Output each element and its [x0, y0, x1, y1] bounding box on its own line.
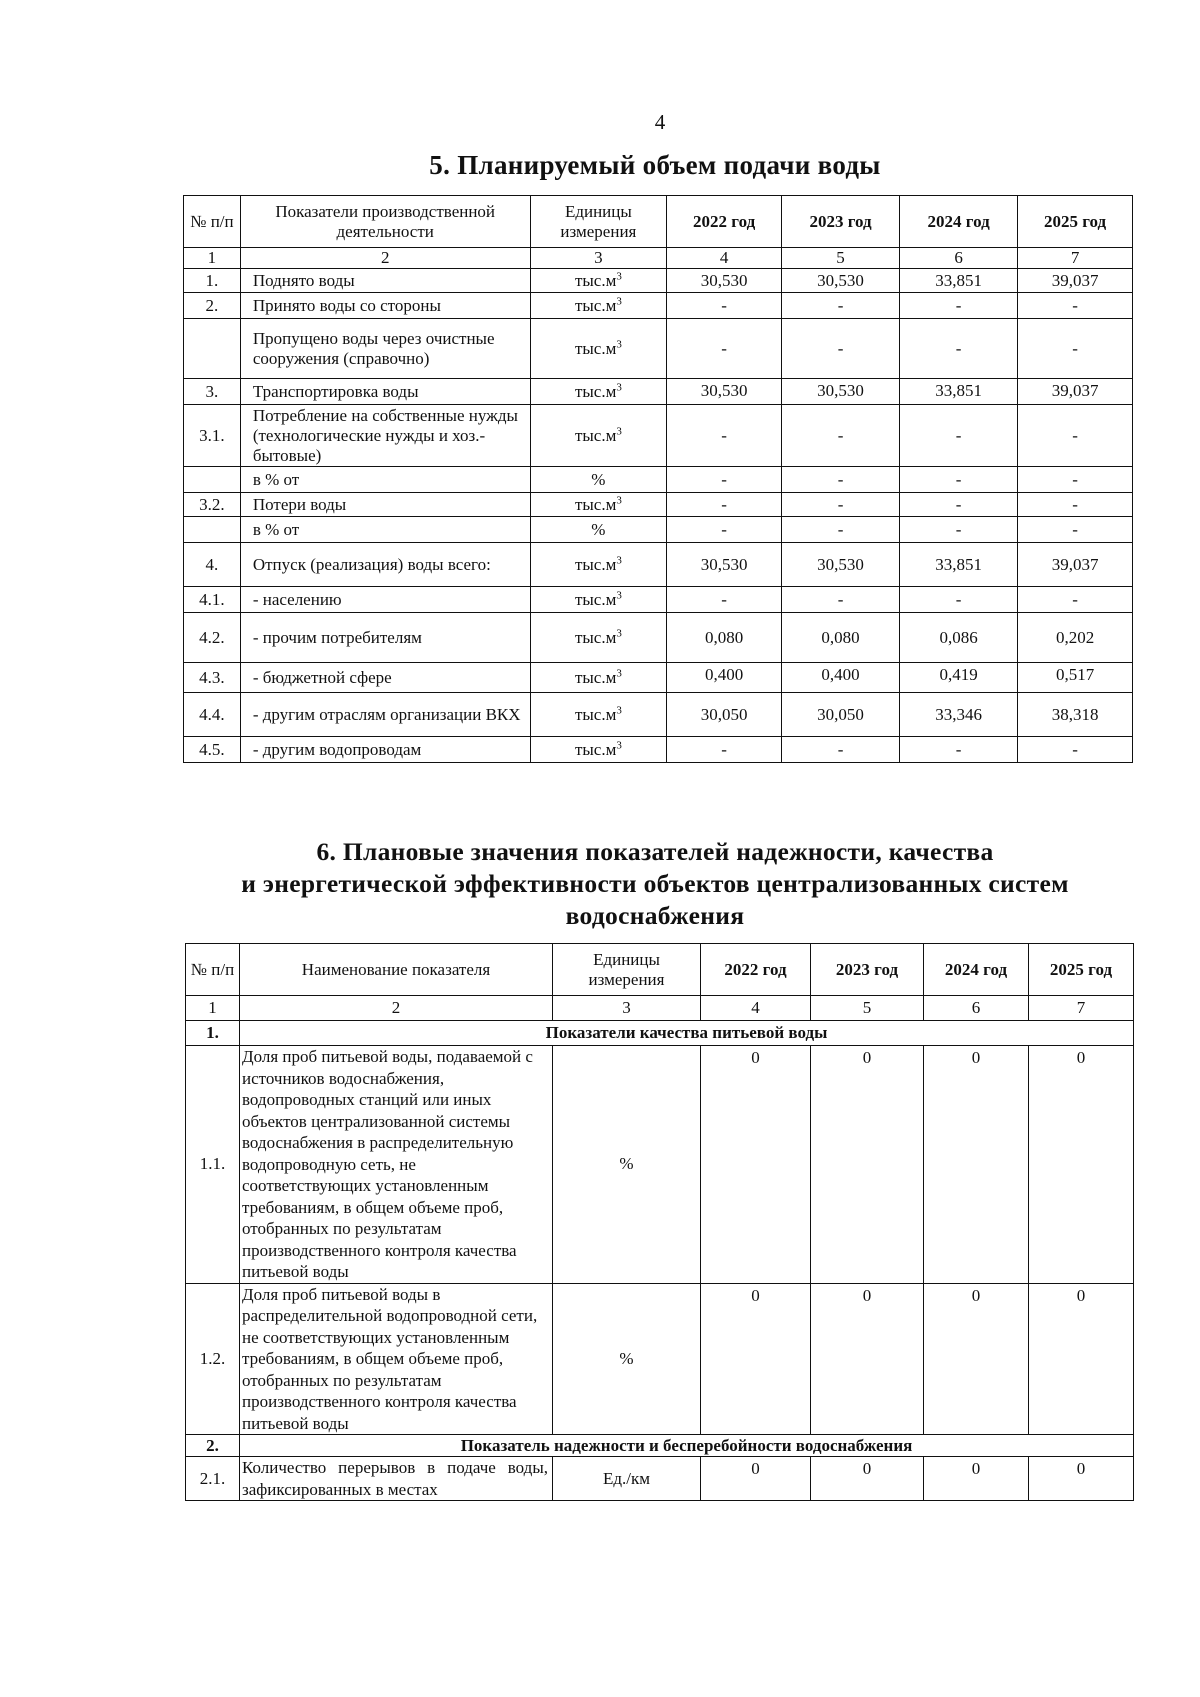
row-value-2022: - [667, 293, 782, 319]
column-number-row [184, 248, 1133, 269]
row-num: 4.5. [184, 737, 241, 763]
unit-text: тыс.м [574, 338, 617, 358]
row-value-2025: 0 [1029, 1046, 1134, 1284]
row-indicator: Доля проб питьевой воды в распределительной водопроводной сети, не соответствующих установленным требованиям, в общем объеме проб, отобранных по результатам производственного контроля качества питьевой воды [240, 1283, 553, 1435]
header-2022: 2022 год [701, 944, 811, 996]
table-row [186, 1046, 1134, 1284]
unit-exponent: 3 [616, 424, 622, 437]
row-indicator: Доля проб питьевой воды, подаваемой с источников водоснабжения, водопроводных станций или иных объектов централизованной системы водоснабжения в распределительную водопроводную сеть, не соответствующих установленным требованиям, в общем объеме проб, отобранных по результатам производственного контроля качества питьевой воды [240, 1046, 553, 1284]
row-indicator: Потребление на собственные нужды (технологические нужды и хоз.-бытовые) [240, 405, 530, 467]
header-2024: 2024 год [924, 944, 1029, 996]
col-number: 5 [782, 248, 900, 269]
row-unit [530, 737, 667, 763]
row-unit [530, 613, 667, 663]
unit-text: тыс.м [574, 295, 617, 315]
unit-exponent: 3 [616, 553, 622, 566]
row-value-2024: 0 [924, 1283, 1029, 1435]
row-value-2024: 33,851 [900, 269, 1018, 293]
row-num [184, 319, 241, 379]
row-unit [530, 587, 667, 613]
row-value-2022: - [667, 493, 782, 517]
section-6-title-line: и энергетической эффективности объектов централизованных систем [241, 869, 1069, 898]
header-2023: 2023 год [811, 944, 924, 996]
header-unit: Единицы измерения [553, 944, 701, 996]
col-number: 2 [240, 996, 553, 1021]
unit-exponent: 3 [616, 337, 622, 350]
row-value-2024: 33,851 [900, 379, 1018, 405]
row-value-2025: - [1018, 319, 1133, 379]
group-row-quality [186, 1021, 1134, 1046]
row-value-2024: - [900, 737, 1018, 763]
row-num: 3. [184, 379, 241, 405]
row-value-2025: 0 [1029, 1283, 1134, 1435]
row-value-2023: 30,530 [782, 543, 900, 587]
row-value-2023: 0,080 [782, 613, 900, 663]
header-num: № п/п [186, 944, 240, 996]
row-unit: % [553, 1283, 701, 1435]
row-unit [530, 293, 667, 319]
row-value-2025: - [1018, 293, 1133, 319]
row-num [184, 467, 241, 493]
column-number-row [186, 996, 1134, 1021]
table-row [184, 663, 1133, 693]
row-value-2023: - [782, 737, 900, 763]
section-6-title-line: водоснабжения [565, 901, 745, 930]
row-value-2022: - [667, 405, 782, 467]
row-unit [530, 405, 667, 467]
header-2024: 2024 год [900, 196, 1018, 248]
row-value-2023: 30,050 [782, 693, 900, 737]
row-value-2022: - [667, 587, 782, 613]
row-value-2024: - [900, 517, 1018, 543]
unit-text: тыс.м [574, 381, 617, 401]
row-value-2023: 0,400 [782, 663, 900, 693]
row-value-2022: 30,530 [667, 543, 782, 587]
col-number: 1 [184, 248, 241, 269]
row-value-2022: 0 [701, 1457, 811, 1501]
row-unit [530, 543, 667, 587]
row-num: 4. [184, 543, 241, 587]
row-indicator: в % от [240, 517, 530, 543]
unit-text: тыс.м [574, 494, 617, 514]
table-row [184, 543, 1133, 587]
water-supply-volume-table [183, 195, 1133, 763]
row-value-2023: 30,530 [782, 269, 900, 293]
row-value-2024: 33,346 [900, 693, 1018, 737]
row-value-2022: 0,080 [667, 613, 782, 663]
header-unit: Единицы измерения [530, 196, 667, 248]
col-number: 7 [1029, 996, 1134, 1021]
unit-text: тыс.м [574, 627, 617, 647]
row-num: 4.2. [184, 613, 241, 663]
group-num: 2. [186, 1435, 240, 1457]
table-row [184, 693, 1133, 737]
row-indicator: Поднято воды [240, 269, 530, 293]
table-row [184, 405, 1133, 467]
header-2023: 2023 год [782, 196, 900, 248]
row-unit: % [530, 517, 667, 543]
row-value-2025: - [1018, 737, 1133, 763]
table-row [186, 1457, 1134, 1501]
header-indicator: Показатели производственной деятельности [240, 196, 530, 248]
unit-text: тыс.м [574, 589, 617, 609]
row-num: 3.2. [184, 493, 241, 517]
row-value-2022: - [667, 467, 782, 493]
row-indicator: - населению [240, 587, 530, 613]
table-row [184, 517, 1133, 543]
row-indicator: - другим отраслям организации ВКХ [240, 693, 530, 737]
row-value-2025: - [1018, 517, 1133, 543]
row-unit [530, 663, 667, 693]
header-2025: 2025 год [1029, 944, 1134, 996]
row-num: 2. [184, 293, 241, 319]
col-number: 6 [924, 996, 1029, 1021]
row-value-2025: - [1018, 493, 1133, 517]
row-num [184, 517, 241, 543]
row-value-2023: - [782, 493, 900, 517]
row-value-2024: 0 [924, 1046, 1029, 1284]
row-indicator: Потери воды [240, 493, 530, 517]
unit-exponent: 3 [616, 294, 622, 307]
unit-text: тыс.м [574, 739, 617, 759]
table-row [184, 379, 1133, 405]
row-value-2022: 0,400 [667, 663, 782, 693]
col-number: 3 [530, 248, 667, 269]
row-value-2022: - [667, 517, 782, 543]
col-number: 4 [667, 248, 782, 269]
header-num: № п/п [184, 196, 241, 248]
row-unit: Ед./км [553, 1457, 701, 1501]
group-title: Показатель надежности и бесперебойности водоснабжения [240, 1435, 1134, 1457]
row-indicator: - бюджетной сфере [240, 663, 530, 693]
row-indicator: в % от [240, 467, 530, 493]
group-num: 1. [186, 1021, 240, 1046]
row-value-2024: 0,086 [900, 613, 1018, 663]
row-value-2024: - [900, 293, 1018, 319]
row-value-2025: - [1018, 587, 1133, 613]
header-indicator: Наименование показателя [240, 944, 553, 996]
row-indicator: Транспортировка воды [240, 379, 530, 405]
row-indicator: - прочим потребителям [240, 613, 530, 663]
row-indicator: Принято воды со стороны [240, 293, 530, 319]
unit-text: тыс.м [574, 425, 617, 445]
row-value-2025: 0,202 [1018, 613, 1133, 663]
table-row [184, 737, 1133, 763]
page-number: 4 [654, 110, 666, 134]
table-row [186, 1283, 1134, 1435]
row-unit: % [530, 467, 667, 493]
row-value-2023: 0 [811, 1457, 924, 1501]
row-value-2024: - [900, 319, 1018, 379]
reliability-indicators-table [185, 943, 1134, 1501]
row-num: 2.1. [186, 1457, 240, 1501]
table-header-row [184, 196, 1133, 248]
row-unit [530, 269, 667, 293]
col-number: 4 [701, 996, 811, 1021]
row-num: 1.2. [186, 1283, 240, 1435]
group-row-reliability [186, 1435, 1134, 1457]
section-5-title: 5. Планируемый объем подачи воды [429, 150, 881, 180]
col-number: 3 [553, 996, 701, 1021]
unit-text: тыс.м [574, 704, 617, 724]
header-2025: 2025 год [1018, 196, 1133, 248]
row-num: 4.4. [184, 693, 241, 737]
row-value-2024: 0,419 [900, 663, 1018, 693]
row-value-2022: - [667, 737, 782, 763]
table-header-row [186, 944, 1134, 996]
row-num: 3.1. [184, 405, 241, 467]
unit-exponent: 3 [616, 738, 622, 751]
col-number: 6 [900, 248, 1018, 269]
row-value-2023: - [782, 517, 900, 543]
row-indicator: - другим водопроводам [240, 737, 530, 763]
row-num: 1.1. [186, 1046, 240, 1284]
col-number: 7 [1018, 248, 1133, 269]
table-row [184, 467, 1133, 493]
unit-exponent: 3 [616, 703, 622, 716]
row-num: 4.1. [184, 587, 241, 613]
row-num: 4.3. [184, 663, 241, 693]
row-value-2022: 30,530 [667, 269, 782, 293]
row-unit: % [553, 1046, 701, 1284]
table-row [184, 613, 1133, 663]
row-value-2025: - [1018, 467, 1133, 493]
row-value-2024: 33,851 [900, 543, 1018, 587]
row-value-2022: 30,050 [667, 693, 782, 737]
unit-text: тыс.м [574, 270, 617, 290]
header-2022: 2022 год [667, 196, 782, 248]
row-value-2023: - [782, 319, 900, 379]
row-value-2025: 39,037 [1018, 379, 1133, 405]
unit-text: тыс.м [574, 667, 617, 687]
unit-exponent: 3 [616, 493, 622, 506]
unit-exponent: 3 [616, 666, 622, 679]
row-value-2022: 0 [701, 1283, 811, 1435]
unit-text: тыс.м [574, 554, 617, 574]
row-value-2024: - [900, 493, 1018, 517]
row-indicator: Отпуск (реализация) воды всего: [240, 543, 530, 587]
row-value-2024: - [900, 587, 1018, 613]
row-num: 1. [184, 269, 241, 293]
unit-exponent: 3 [616, 626, 622, 639]
row-value-2023: - [782, 467, 900, 493]
table-row [184, 587, 1133, 613]
row-indicator: Пропущено воды через очистные сооружения (справочно) [240, 319, 530, 379]
row-value-2023: - [782, 587, 900, 613]
row-unit [530, 319, 667, 379]
row-value-2023: - [782, 405, 900, 467]
row-value-2023: - [782, 293, 900, 319]
table-row [184, 269, 1133, 293]
row-value-2025: - [1018, 405, 1133, 467]
row-value-2022: - [667, 319, 782, 379]
row-value-2022: 0 [701, 1046, 811, 1284]
row-value-2025: 39,037 [1018, 543, 1133, 587]
row-value-2024: 0 [924, 1457, 1029, 1501]
row-indicator: Количество перерывов в подаче воды, зафиксированных в местах [240, 1457, 553, 1501]
row-unit [530, 493, 667, 517]
unit-exponent: 3 [616, 269, 622, 282]
unit-exponent: 3 [616, 588, 622, 601]
table-row [184, 319, 1133, 379]
section-6-title [0, 836, 1200, 932]
col-number: 1 [186, 996, 240, 1021]
table-row [184, 493, 1133, 517]
unit-exponent: 3 [616, 380, 622, 393]
section-6-title-line: 6. Плановые значения показателей надежности, качества [316, 837, 994, 866]
row-value-2024: - [900, 467, 1018, 493]
col-number: 5 [811, 996, 924, 1021]
row-value-2024: - [900, 405, 1018, 467]
table-row [184, 293, 1133, 319]
row-value-2023: 0 [811, 1283, 924, 1435]
row-value-2025: 0 [1029, 1457, 1134, 1501]
row-value-2023: 30,530 [782, 379, 900, 405]
group-title: Показатели качества питьевой воды [240, 1021, 1134, 1046]
row-unit [530, 693, 667, 737]
row-value-2023: 0 [811, 1046, 924, 1284]
row-value-2025: 39,037 [1018, 269, 1133, 293]
row-value-2025: 38,318 [1018, 693, 1133, 737]
col-number: 2 [240, 248, 530, 269]
row-unit [530, 379, 667, 405]
row-value-2022: 30,530 [667, 379, 782, 405]
row-value-2025: 0,517 [1018, 663, 1133, 693]
